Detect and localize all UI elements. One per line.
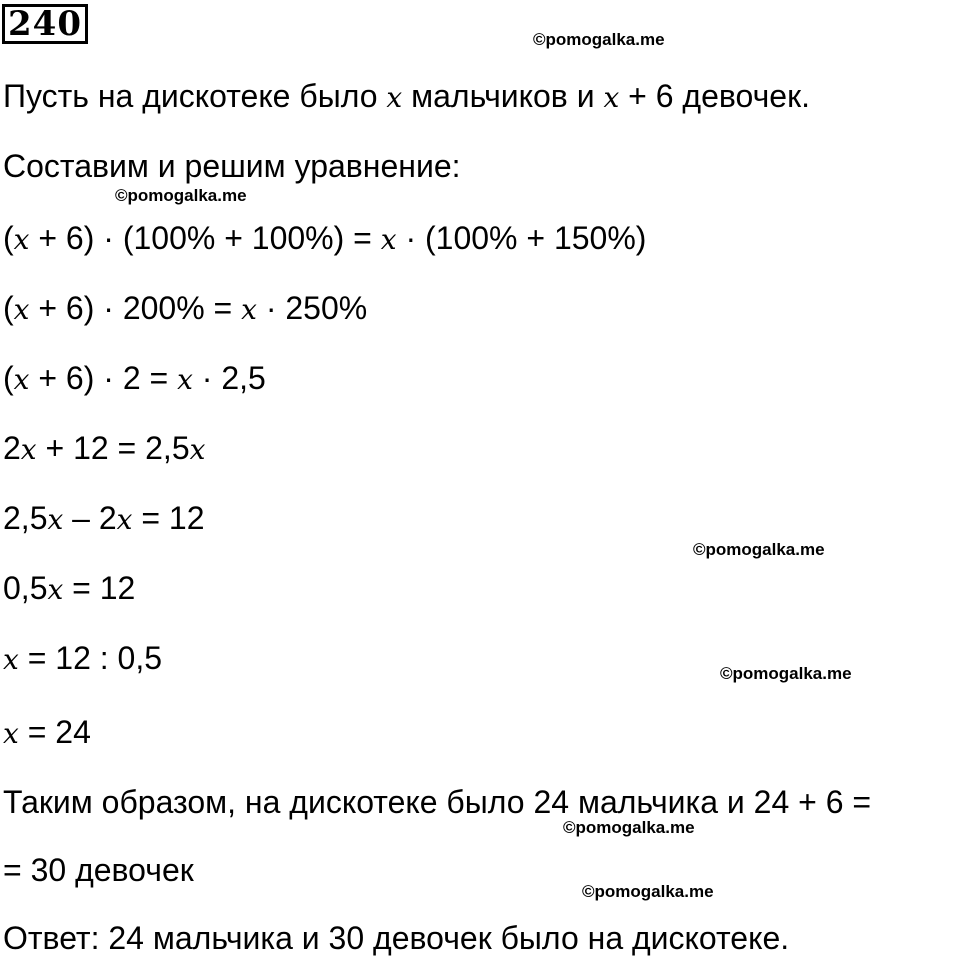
eq2-part-1: ( bbox=[3, 290, 14, 326]
conclusion-line-2: = 30 девочек bbox=[3, 852, 194, 888]
watermark: ©pomogalka.me bbox=[693, 540, 825, 559]
variable-x: x bbox=[13, 223, 30, 256]
eq4-part-2: + 12 = 2,5 bbox=[36, 430, 190, 466]
eq1-part-1: ( bbox=[3, 220, 14, 256]
eq7-part-1: = 12 : 0,5 bbox=[18, 640, 163, 676]
eq5-part-1: 2,5 bbox=[3, 500, 48, 536]
variable-x: x bbox=[3, 717, 19, 750]
eq1-part-3: · (100% + 150%) bbox=[396, 220, 647, 256]
variable-x: x bbox=[13, 293, 30, 326]
watermark: ©pomogalka.me bbox=[720, 664, 852, 683]
eq3-part-3: · 2,5 bbox=[192, 360, 266, 396]
variable-x: x bbox=[603, 81, 620, 114]
answer-line: Ответ: 24 мальчика и 30 девочек было на дискотеке. bbox=[3, 920, 790, 956]
variable-x: x bbox=[380, 223, 397, 256]
variable-x: x bbox=[116, 503, 133, 536]
variable-x: x bbox=[47, 503, 64, 536]
equation-7 bbox=[3, 638, 162, 680]
setup-line: Составим и решим уравнение: bbox=[3, 148, 461, 184]
problem-number: 240 bbox=[2, 4, 88, 44]
equation-6 bbox=[3, 568, 135, 610]
intro-text-1: Пусть на дискотеке было bbox=[3, 78, 387, 114]
equation-1 bbox=[3, 218, 646, 260]
variable-x: x bbox=[3, 643, 19, 676]
eq1-part-2: + 6) · (100% + 100%) = bbox=[29, 220, 381, 256]
watermark: ©pomogalka.me bbox=[563, 818, 695, 837]
variable-x: x bbox=[13, 363, 30, 396]
variable-x: x bbox=[47, 573, 64, 606]
eq6-part-2: = 12 bbox=[63, 570, 136, 606]
eq8-part-1: = 24 bbox=[18, 714, 91, 750]
variable-x: x bbox=[241, 293, 257, 326]
eq2-part-2: + 6) · 200% = bbox=[29, 290, 242, 326]
intro-line bbox=[3, 76, 810, 118]
equation-2 bbox=[3, 288, 367, 330]
watermark: ©pomogalka.me bbox=[533, 30, 665, 49]
variable-x: x bbox=[177, 363, 193, 396]
variable-x: x bbox=[20, 433, 37, 466]
watermark: ©pomogalka.me bbox=[115, 186, 247, 205]
equation-8 bbox=[3, 712, 91, 754]
eq6-part-1: 0,5 bbox=[3, 570, 48, 606]
variable-x: x bbox=[189, 433, 206, 466]
variable-x: x bbox=[386, 81, 403, 114]
equation-3 bbox=[3, 358, 266, 400]
equation-5 bbox=[3, 498, 205, 540]
eq5-part-3: = 12 bbox=[132, 500, 205, 536]
eq4-part-1: 2 bbox=[3, 430, 21, 466]
eq3-part-2: + 6) · 2 = bbox=[29, 360, 178, 396]
conclusion-line-1: Таким образом, на дискотеке было 24 мальчика и 24 + 6 = bbox=[3, 784, 872, 820]
eq2-part-3: · 250% bbox=[256, 290, 368, 326]
watermark: ©pomogalka.me bbox=[582, 882, 714, 901]
equation-4 bbox=[3, 428, 205, 470]
intro-text-3: + 6 девочек. bbox=[619, 78, 810, 114]
intro-text-2: мальчиков и bbox=[402, 78, 604, 114]
eq5-part-2: – 2 bbox=[63, 500, 117, 536]
eq3-part-1: ( bbox=[3, 360, 14, 396]
